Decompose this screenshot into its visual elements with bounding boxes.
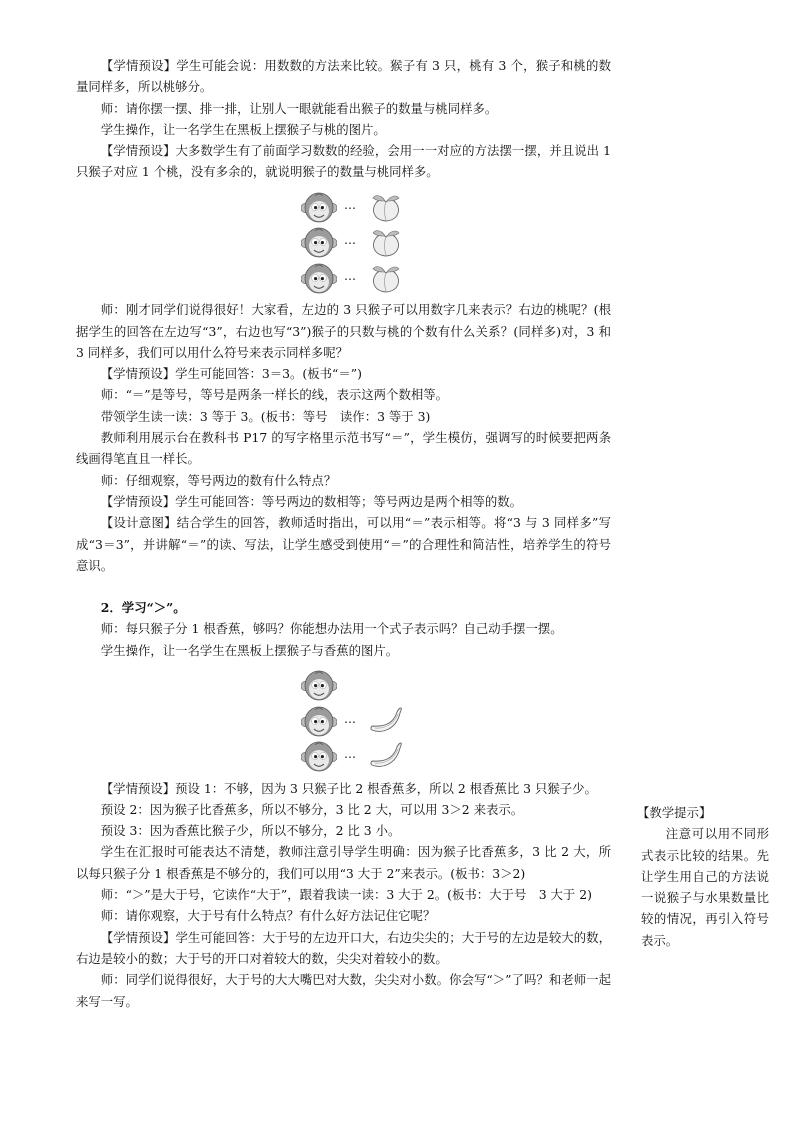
paragraph: 师：请你观察，大于号有什么特点？有什么好方法记住它呢？ xyxy=(100,908,436,924)
monkey-icon xyxy=(301,263,337,294)
paragraph: 【学情预设】学生可能回答：大于号的左边开口大，右边尖尖的；大于号的左边是较大的数，右边是较小的数；大于号的开口对着较大的数，尖尖对着较小的数。 xyxy=(76,929,611,966)
section-heading: 2．学习“＞”。 xyxy=(100,600,186,616)
sidebar-title: 【教学提示】 xyxy=(637,805,712,820)
ellipsis: … xyxy=(344,268,356,283)
paragraph: 师：请你摆一摆、排一排，让别人一眼就能看出猴子的数量与桃同样多。 xyxy=(100,100,498,116)
paragraph: 带领学生读一读：3 等于 3。(板书：等号 读作：3 等于 3) xyxy=(100,408,431,424)
paragraph: 师：“＝”是等号，等号是两条一样长的线，表示这两个数相等。 xyxy=(100,387,449,403)
figure-row xyxy=(76,190,611,226)
peach-icon xyxy=(369,192,403,222)
ellipsis: … xyxy=(344,233,356,248)
paragraph: 【学情预设】大多数学生有了前面学习数数的经验，会用一一对应的方法摆一摆，并且说出 1 只猴子对应 1 个桃，没有多余的，就说明猴子的数量与桃同样多。 xyxy=(76,143,611,180)
banana-icon xyxy=(369,706,403,736)
ellipsis: … xyxy=(344,197,356,212)
paragraph: 师：仔细观察，等号两边的数有什么特点？ xyxy=(100,472,337,488)
figure-row xyxy=(76,225,611,261)
paragraph: 师：刚才同学们说得很好！大家看，左边的 3 只猴子可以用数字几来表示？右边的桃呢？(根据学生的回答在左边写“3”，右边也写“3”)猴子的只数与桃的个数有什么关系？(同样多)对，3 和 3 同样多，我们可以用什么符号来表示同样多呢？ xyxy=(76,302,611,360)
paragraph: 学生操作，让一名学生在黑板上摆猴子与香蕉的图片。 xyxy=(100,642,399,658)
figure-row xyxy=(76,704,611,740)
banana-icon xyxy=(369,741,403,771)
paragraph: 学生在汇报时可能表达不清楚，教师注意引导学生明确：因为猴子比香蕉多，3 比 2 大，所以每只猴子分 1 根香蕉是不够分的，我们可以用“3 大于 2”来表示。(板书：3＞2) xyxy=(76,844,611,881)
paragraph: 师：同学们说得很好，大于号的大大嘴巴对大数，尖尖对小数。你会写“＞”了吗？和老师一起来写一写。 xyxy=(76,972,611,1009)
paragraph: 学生操作，让一名学生在黑板上摆猴子与桃的图片。 xyxy=(100,121,386,137)
monkey-icon xyxy=(301,192,337,223)
paragraph: 【学情预设】学生可能回答：等号两边的数相等；等号两边是两个相等的数。 xyxy=(100,493,523,509)
paragraph: 【学情预设】学生可能回答：3＝3。(板书“＝”) xyxy=(100,366,362,382)
figure-row xyxy=(76,668,611,704)
paragraph: 【学情预设】预设 1：不够，因为 3 只猴子比 2 根香蕉多，所以 2 根香蕉比 3 只猴子少。 xyxy=(100,780,597,796)
paragraph: 预设 2：因为猴子比香蕉多，所以不够分，3 比 2 大，可以用 3＞2 来表示。 xyxy=(100,801,524,817)
monkey-icon xyxy=(301,670,337,701)
monkey-icon xyxy=(301,741,337,772)
peach-icon xyxy=(369,227,403,257)
paragraph: 师：每只猴子分 1 根香蕉，够吗？你能想办法用一个式子表示吗？自己动手摆一摆。 xyxy=(100,621,563,637)
lesson-text xyxy=(76,55,611,1012)
figure-row xyxy=(76,261,611,297)
sidebar-text: 注意可以用不同形式表示比较的结果。先让学生用自己的方法说一说猴子与水果数量比较的情况，再引入符号表示。 xyxy=(641,826,769,948)
monkey-banana-figure xyxy=(76,668,611,775)
paragraph: 师：“＞”是大于号，它读作“大于”，跟着我读一读：3 大于 2。(板书：大于号 3 大于 2) xyxy=(100,887,592,903)
peach-icon xyxy=(369,263,403,293)
monkey-icon xyxy=(301,227,337,258)
paragraph: 【学情预设】学生可能会说：用数数的方法来比较。猴子有 3 只，桃有 3 个，猴子和桃的数量同样多，所以桃够分。 xyxy=(76,58,611,95)
monkey-peach-figure xyxy=(76,190,611,297)
monkey-icon xyxy=(301,706,337,737)
teaching-tip-sidebar xyxy=(637,802,769,951)
paragraph: 【设计意图】结合学生的回答，教师适时指出，可以用“＝”表示相等。将“3 与 3 同样多”写成“3＝3”，并讲解“＝”的读、写法，让学生感受到使用“＝”的合理性和简洁性，培养学生的符号意识。 xyxy=(76,515,611,573)
paragraph: 教师利用展示台在教科书 P17 的写字格里示范书写“＝”，学生模仿，强调写的时候要把两条线画得笔直且一样长。 xyxy=(76,430,611,467)
figure-row xyxy=(76,739,611,775)
ellipsis: … xyxy=(344,747,356,762)
paragraph: 预设 3：因为香蕉比猴子少，所以不够分，2 比 3 小。 xyxy=(100,823,401,839)
ellipsis: … xyxy=(344,711,356,726)
